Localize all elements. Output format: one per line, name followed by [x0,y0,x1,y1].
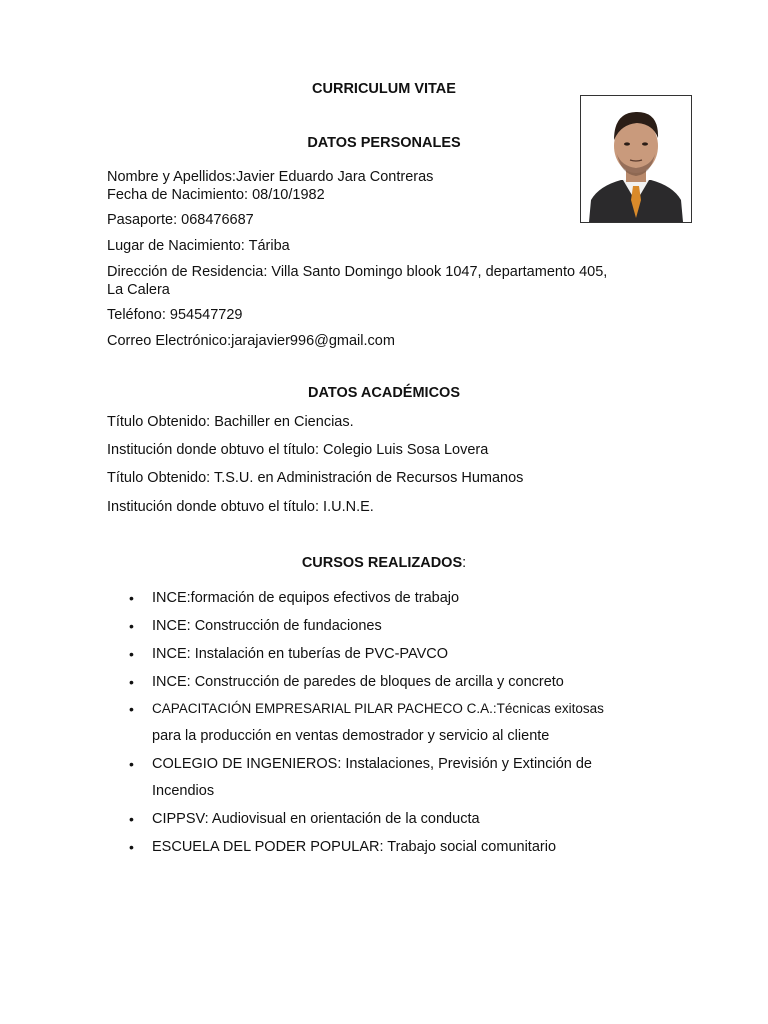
course-item: CAPACITACIÓN EMPRESARIAL PILAR PACHECO C.A.:Técnicas exitosas [152,701,604,716]
courses-heading [0,555,768,571]
personal-birth-place: Lugar de Nacimiento: Táriba [107,238,290,254]
courses-heading-text: CURSOS REALIZADOS [301,555,463,571]
academic-item: Institución donde obtuvo el título: I.U.N.E. [107,499,374,515]
portrait-photo-icon [581,96,691,222]
course-item: INCE: Instalación en tuberías de PVC-PAVCO [152,646,449,662]
document-title: CURRICULUM VITAE [312,81,456,97]
personal-address-line1: Dirección de Residencia: Villa Santo Domingo blook 1047, departamento 405, [107,264,608,280]
personal-passport: Pasaporte: 068476687 [107,212,254,228]
personal-phone: Teléfono: 954547729 [107,307,243,323]
course-item: INCE: Construcción de paredes de bloques de arcilla y concreto [152,674,564,690]
personal-email: Correo Electrónico:jarajavier996@gmail.com [107,333,395,349]
bullet-icon: • [129,811,134,827]
course-item: CIPPSV: Audiovisual en orientación de la conducta [152,811,480,827]
bullet-icon: • [129,618,134,634]
academic-item: Institución donde obtuvo el título: Colegio Luis Sosa Lovera [107,442,489,458]
courses-heading-suffix: : [462,555,467,571]
bullet-icon: • [129,590,134,606]
profile-photo [580,95,692,223]
bullet-icon: • [129,756,134,772]
course-item: INCE: Construcción de fundaciones [152,618,382,634]
course-item-continuation: Incendios [152,783,215,799]
course-item: ESCUELA DEL PODER POPULAR: Trabajo social comunitario [152,839,557,855]
academic-heading: DATOS ACADÉMICOS [308,385,460,401]
course-item-continuation: para la producción en ventas demostrador y servicio al cliente [152,728,550,744]
course-item: COLEGIO DE INGENIEROS: Instalaciones, Previsión y Extinción de [152,756,592,772]
academic-item: Título Obtenido: T.S.U. en Administración de Recursos Humanos [107,470,524,486]
bullet-icon: • [129,839,134,855]
personal-address-line2: La Calera [107,282,170,298]
academic-item: Título Obtenido: Bachiller en Ciencias. [107,414,354,430]
course-item: INCE:formación de equipos efectivos de trabajo [152,590,460,606]
bullet-icon: • [129,646,134,662]
bullet-icon: • [129,674,134,690]
personal-heading: DATOS PERSONALES [307,135,461,151]
personal-birth-date: Fecha de Nacimiento: 08/10/1982 [107,187,325,203]
bullet-icon: • [129,701,134,717]
personal-name: Nombre y Apellidos:Javier Eduardo Jara Contreras [107,169,434,185]
